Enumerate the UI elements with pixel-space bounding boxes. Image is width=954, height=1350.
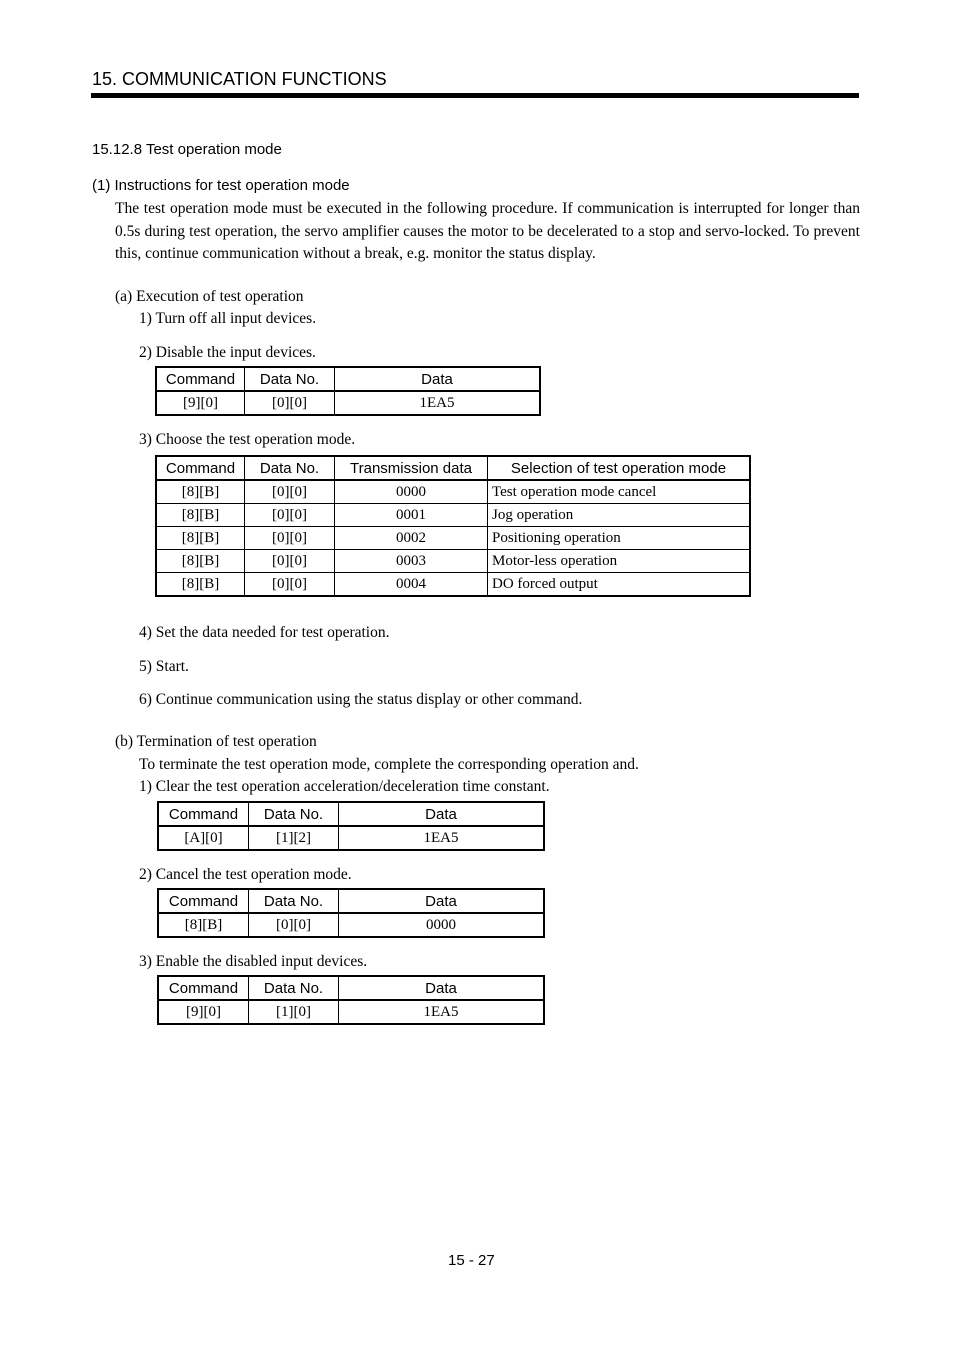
table-cell: 0000 xyxy=(339,913,545,937)
table-cell: [8][B] xyxy=(156,550,245,573)
table-header: Data No. xyxy=(249,802,339,826)
table-cell: [8][B] xyxy=(156,573,245,597)
table-cell: 1EA5 xyxy=(339,1000,545,1024)
table-row xyxy=(158,826,544,850)
table-cell: [1][0] xyxy=(249,1000,339,1024)
table-header: Transmission data xyxy=(335,456,488,480)
table-header: Data xyxy=(339,976,545,1000)
subsection-title: (1) Instructions for test operation mode xyxy=(92,177,350,194)
table-cell: [8][B] xyxy=(156,504,245,527)
table-cell: [0][0] xyxy=(245,573,335,597)
table-cell: [1][2] xyxy=(249,826,339,850)
clear-time-constant-table xyxy=(157,801,545,851)
table-header: Command xyxy=(158,802,249,826)
table-cell: [9][0] xyxy=(156,391,245,415)
table-cell: [0][0] xyxy=(245,550,335,573)
table-cell: Positioning operation xyxy=(488,527,751,550)
header-rule xyxy=(91,93,859,98)
chapter-title: 15. COMMUNICATION FUNCTIONS xyxy=(92,69,387,89)
table-header: Data xyxy=(335,367,541,391)
table-row xyxy=(158,913,544,937)
table-cell: 0001 xyxy=(335,504,488,527)
table-row xyxy=(156,550,750,573)
table-row xyxy=(158,1000,544,1024)
table-header: Selection of test operation mode xyxy=(488,456,751,480)
part-b-step-3: 3) Enable the disabled input devices. xyxy=(139,953,368,970)
table-cell: [0][0] xyxy=(249,913,339,937)
table-header: Data No. xyxy=(245,367,335,391)
part-a-step-5: 5) Start. xyxy=(139,658,189,675)
table-cell: Motor-less operation xyxy=(488,550,751,573)
section-title: 15.12.8 Test operation mode xyxy=(92,141,282,158)
table-cell: 0000 xyxy=(335,480,488,504)
table-cell: DO forced output xyxy=(488,573,751,597)
part-b-step-1: 1) Clear the test operation acceleration/deceleration time constant. xyxy=(139,778,550,795)
part-a-title: (a) Execution of test operation xyxy=(115,288,304,305)
table-cell: 0002 xyxy=(335,527,488,550)
part-a-step-4: 4) Set the data needed for test operation. xyxy=(139,624,390,641)
table-cell: 0003 xyxy=(335,550,488,573)
table-header: Data No. xyxy=(249,976,339,1000)
enable-input-table xyxy=(157,975,545,1025)
table-header: Data No. xyxy=(245,456,335,480)
table-header: Data No. xyxy=(249,889,339,913)
table-row xyxy=(156,504,750,527)
part-a-step-6: 6) Continue communication using the status display or other command. xyxy=(139,691,583,708)
table-cell: [0][0] xyxy=(245,480,335,504)
table-cell: [0][0] xyxy=(245,391,335,415)
part-b-step-2: 2) Cancel the test operation mode. xyxy=(139,866,352,883)
table-header: Command xyxy=(158,976,249,1000)
part-b-title: (b) Termination of test operation xyxy=(115,733,317,750)
table-row xyxy=(156,527,750,550)
intro-paragraph: The test operation mode must be executed in the following procedure. If communication is interrupted for longer than 0.5s during test operation, the servo amplifier causes the motor to be decelerated to a stop and servo-locked. To prevent this, continue communication without a break, e.g. monitor the status display. xyxy=(115,200,860,262)
table-header: Data xyxy=(339,889,545,913)
table-header: Command xyxy=(156,367,245,391)
table-cell: 1EA5 xyxy=(335,391,541,415)
table-header: Command xyxy=(156,456,245,480)
part-a-step-2: 2) Disable the input devices. xyxy=(139,344,316,361)
page-number: 15 - 27 xyxy=(448,1252,495,1269)
table-header: Data xyxy=(339,802,545,826)
table-header: Command xyxy=(158,889,249,913)
table-cell: [9][0] xyxy=(158,1000,249,1024)
table-row xyxy=(156,573,750,597)
cancel-test-mode-table xyxy=(157,888,545,938)
table-cell: [8][B] xyxy=(158,913,249,937)
table-cell: [8][B] xyxy=(156,527,245,550)
part-b-intro: To terminate the test operation mode, complete the corresponding operation and. xyxy=(139,756,639,773)
table-row xyxy=(156,480,750,504)
table-cell: [8][B] xyxy=(156,480,245,504)
part-a-step-1: 1) Turn off all input devices. xyxy=(139,310,317,327)
table-cell: Test operation mode cancel xyxy=(488,480,751,504)
disable-input-table xyxy=(155,366,541,416)
table-row xyxy=(156,391,540,415)
test-mode-table xyxy=(155,455,751,597)
table-cell: [0][0] xyxy=(245,504,335,527)
part-a-step-3: 3) Choose the test operation mode. xyxy=(139,431,356,448)
table-cell: [0][0] xyxy=(245,527,335,550)
table-cell: 0004 xyxy=(335,573,488,597)
table-cell: [A][0] xyxy=(158,826,249,850)
table-cell: Jog operation xyxy=(488,504,751,527)
table-cell: 1EA5 xyxy=(339,826,545,850)
